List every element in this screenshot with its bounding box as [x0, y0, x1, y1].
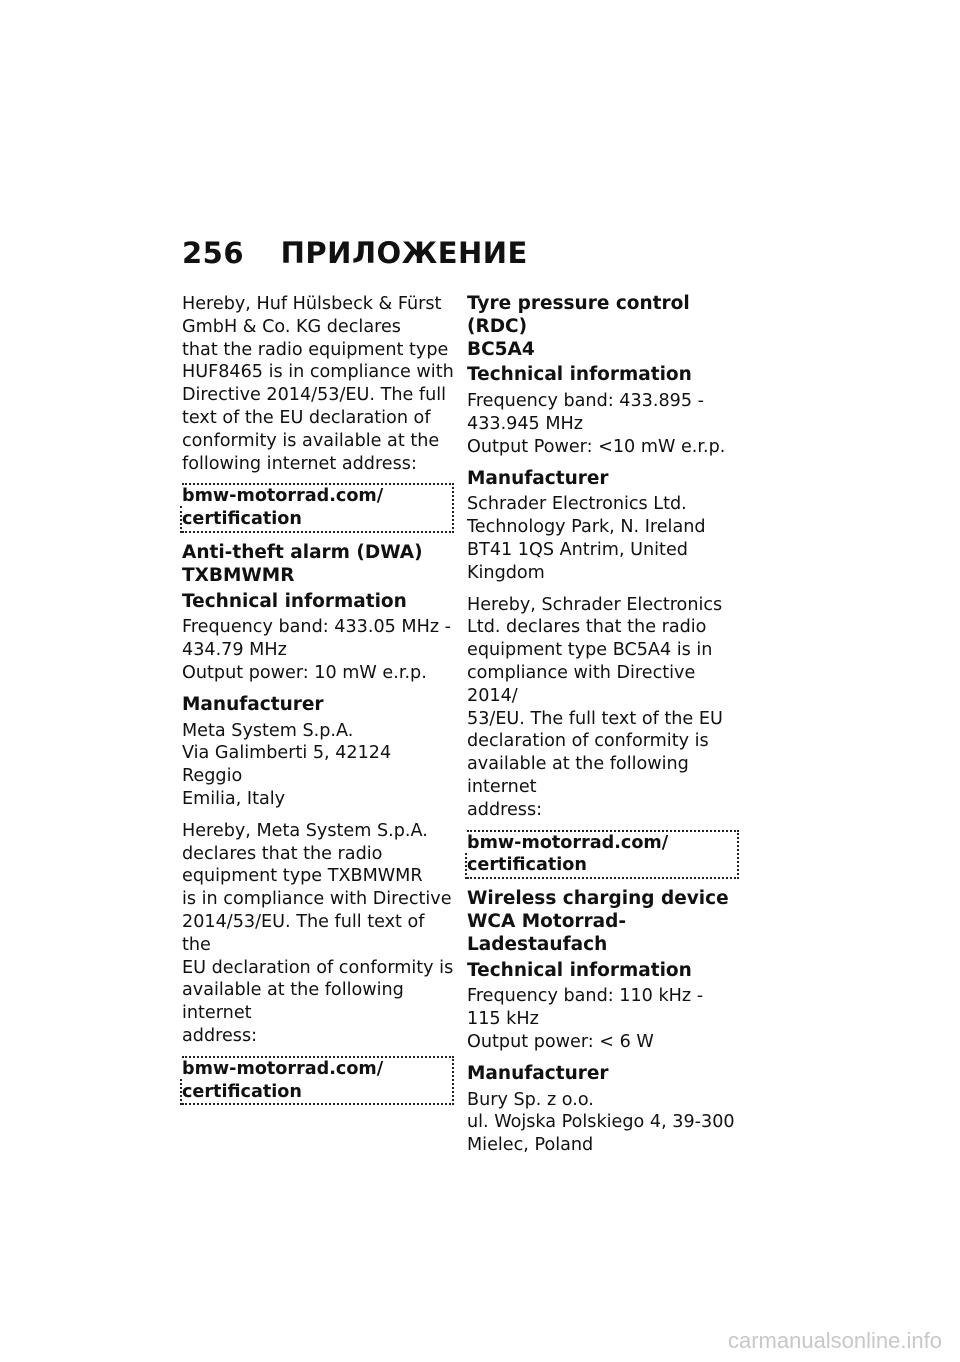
- rdc-technical-text: Frequency band: 433.895 - 433.945 MHz Output Power: <10 mW e.r.p.: [467, 391, 726, 457]
- rdc-technical-heading: Technical information: [467, 364, 692, 386]
- wca-manufacturer-text: Bury Sp. z o.o. ul. Wojska Polskiego 4, 39-300 Mielec, Poland: [467, 1089, 735, 1156]
- wca-manufacturer-heading: Manufacturer: [467, 1062, 609, 1084]
- intro-paragraph: Hereby, Huf Hülsbeck & Fürst GmbH & Co. KG declares that the radio equipment type HUF8465 is in compliance with Directive 2014/53/EU. The full text of the EU declaration of conformity is available at the following internet address:: [182, 294, 454, 474]
- wca-technical-heading: Technical information: [467, 959, 692, 981]
- certification-link[interactable]: bmw-motorrad.com/ certification: [467, 830, 739, 880]
- dwa-heading: Anti-theft alarm (DWA) TXBMWMR: [182, 541, 423, 586]
- dwa-manufacturer-text: Meta System S.p.A. Via Galimberti 5, 42124 Reggio Emilia, Italy: [182, 720, 392, 809]
- wca-heading: Wireless charging device WCA Motorrad-Ladestaufach: [467, 888, 729, 955]
- watermark: carmanualsonline.info: [727, 1328, 942, 1353]
- dwa-technical-text: Frequency band: 433.05 MHz - 434.79 MHz Output power: 10 mW e.r.p.: [182, 617, 452, 683]
- intro-link-block: [182, 483, 454, 533]
- certification-link[interactable]: bmw-motorrad.com/ certification: [182, 1056, 454, 1106]
- left-column: [182, 293, 454, 1114]
- rdc-manufacturer-heading: Manufacturer: [467, 467, 609, 489]
- page-header: [182, 236, 528, 270]
- right-column: [467, 293, 739, 1166]
- rdc-heading: Tyre pressure control (RDC) BC5A4: [467, 293, 690, 360]
- dwa-link-block: [182, 1056, 454, 1106]
- rdc-declaration: Hereby, Schrader Electronics Ltd. declares that the radio equipment type BC5A4 is in compliance with Directive 2014/ 53/EU. The full text of the EU declaration of conformity is available at the following internet address:: [467, 594, 723, 820]
- certification-link[interactable]: bmw-motorrad.com/ certification: [182, 483, 454, 533]
- page-number: 256: [182, 236, 245, 270]
- dwa-manufacturer-heading: Manufacturer: [182, 693, 324, 715]
- dwa-declaration: Hereby, Meta System S.p.A. declares that the radio equipment type TXBMWMR is in compliance with Directive 2014/53/EU. The full text of the EU declaration of conformity is available at the following internet address:: [182, 820, 454, 1046]
- rdc-link-block: [467, 830, 739, 880]
- dwa-technical-heading: Technical information: [182, 590, 407, 612]
- rdc-manufacturer-text: Schrader Electronics Ltd. Technology Park, N. Ireland BT41 1QS Antrim, United Kingdom: [467, 494, 706, 583]
- page-title: ПРИЛОЖЕНИЕ: [280, 236, 528, 270]
- wca-technical-text: Frequency band: 110 kHz - 115 kHz Output power: < 6 W: [467, 986, 704, 1052]
